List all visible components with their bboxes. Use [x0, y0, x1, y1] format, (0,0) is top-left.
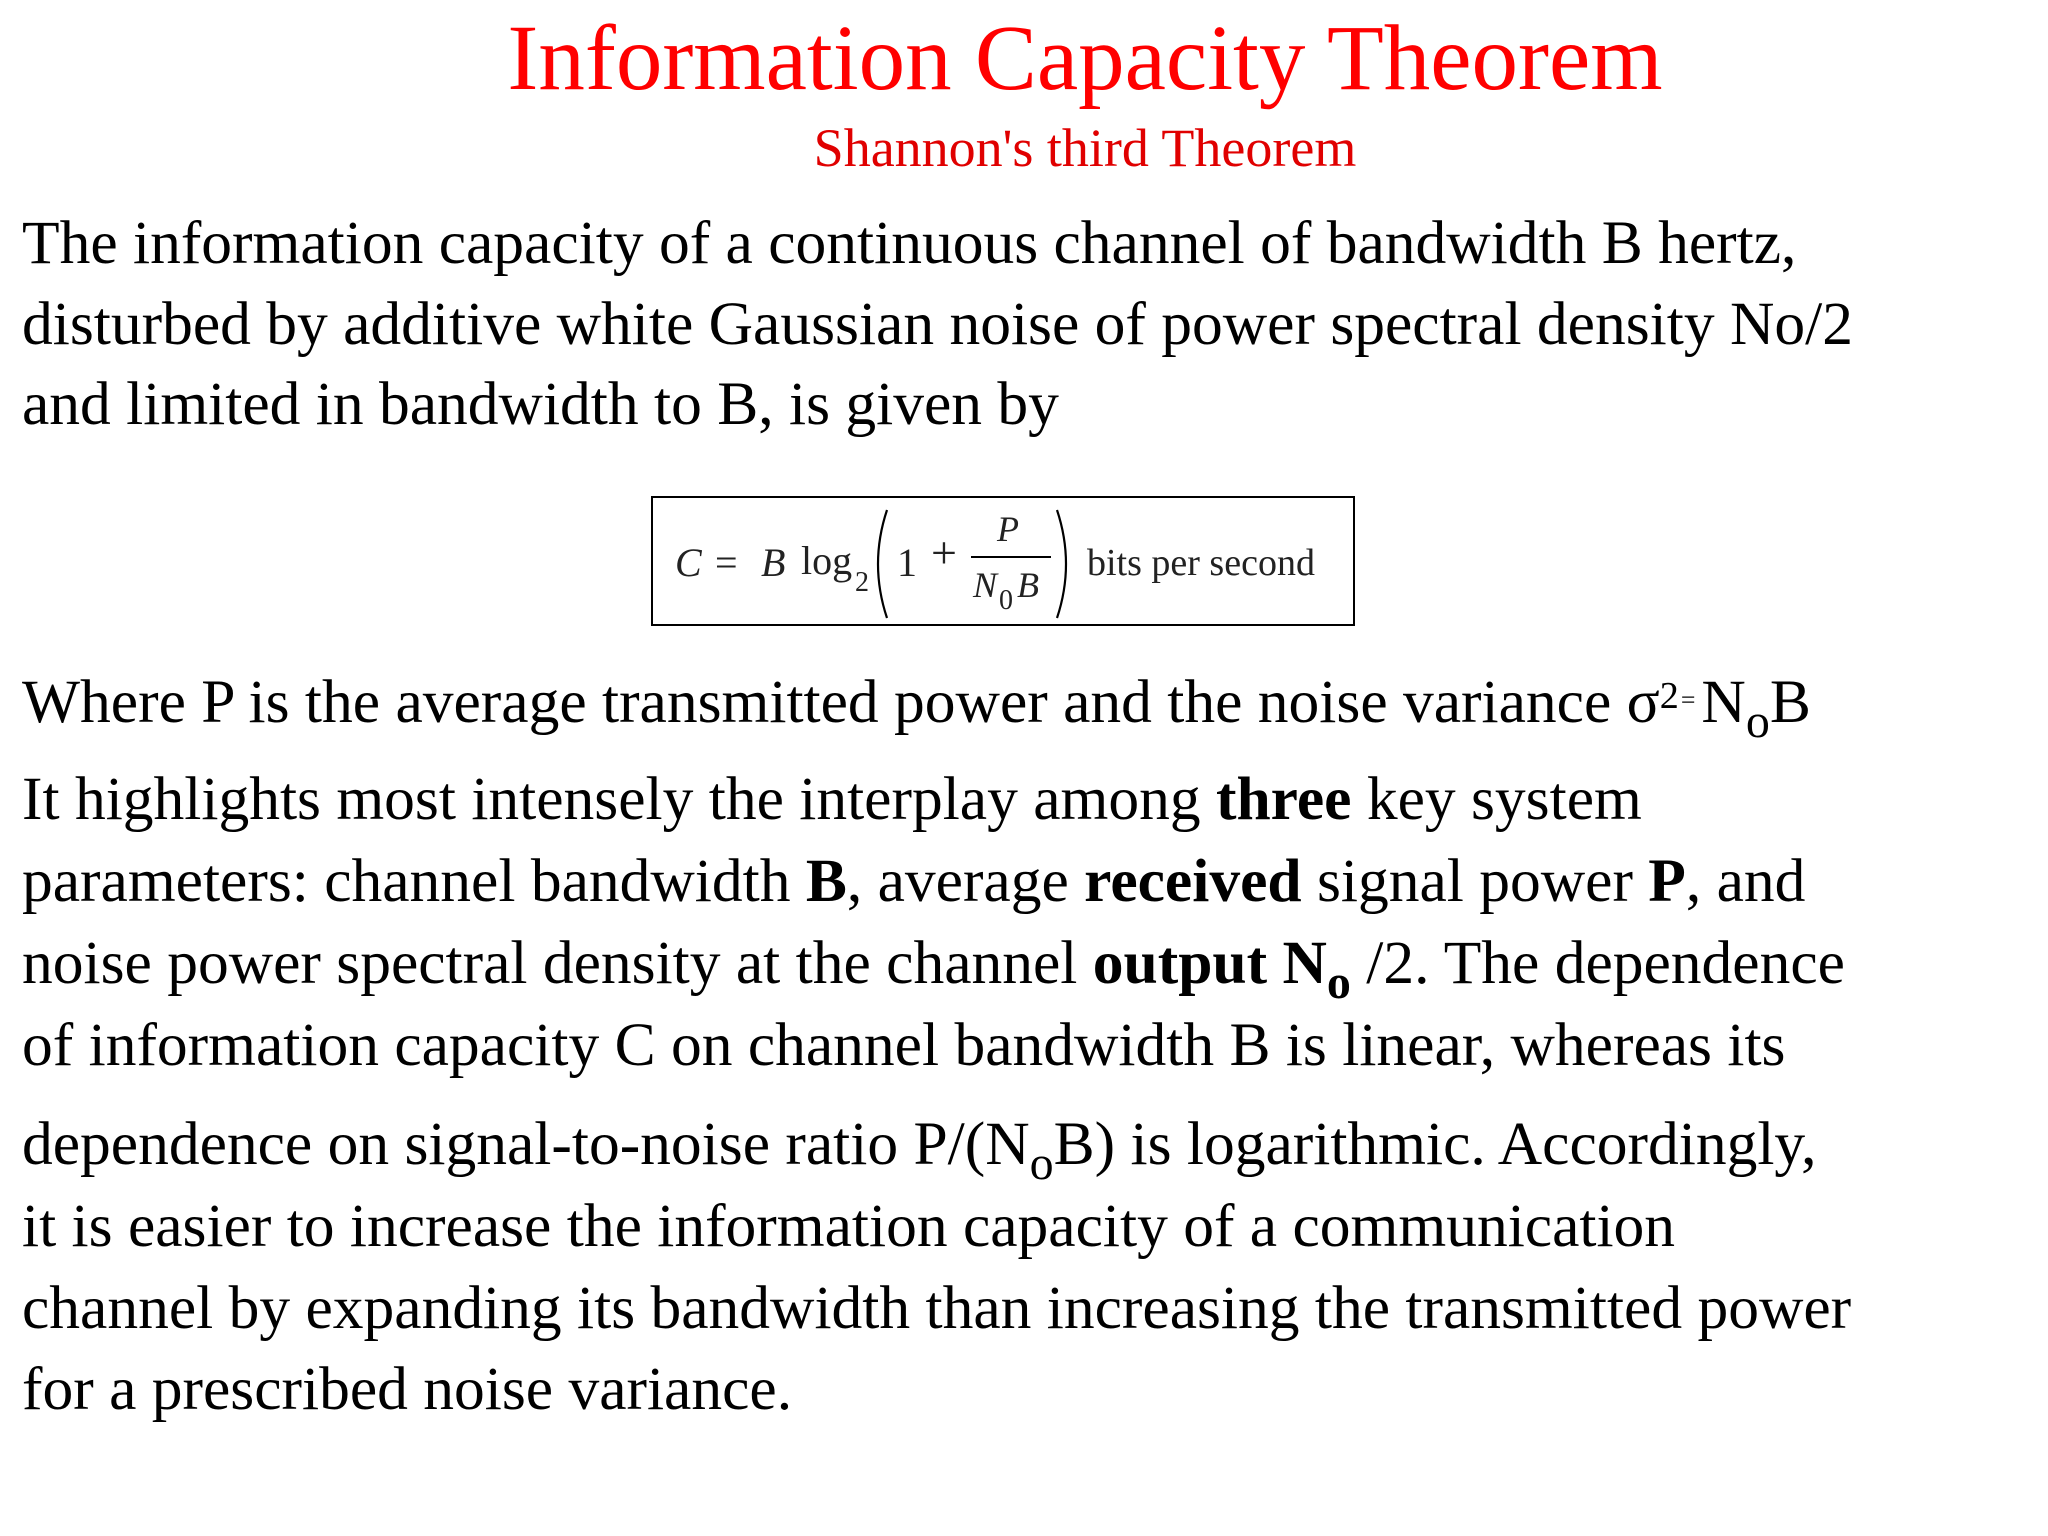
intro-line-2: disturbed by additive white Gaussian noise of power spectral density No/2 [22, 290, 1853, 358]
body-line-2: parameters: channel bandwidth B, average received signal power P, and [22, 847, 1806, 915]
body-line-1: It highlights most intensely the interplay among three key system [22, 765, 1642, 833]
formula-bandwidth: B [761, 540, 786, 585]
formula-denominator-b: B [1017, 565, 1039, 605]
formula-units: bits per second [1087, 542, 1315, 584]
capacity-formula [651, 496, 1355, 626]
formula-plus: + [931, 527, 957, 578]
body-line-7: channel by expanding its bandwidth than increasing the transmitted power [22, 1274, 1852, 1342]
body-line-4: of information capacity C on channel bandwidth B is linear, whereas its [22, 1011, 1786, 1079]
body-line-3: noise power spectral density at the channel output $N_o$ /2. The dependence [22, 929, 1845, 1010]
intro-line-1: The information capacity of a continuous channel of bandwidth B hertz, [22, 209, 1797, 277]
formula-equals: = [715, 540, 738, 585]
formula-denominator-n: N [973, 565, 998, 605]
intro-line-3: and limited in bandwidth to B, is given by [22, 370, 1059, 438]
formula-log: log [801, 538, 853, 583]
where-line: Where P is the average transmitted power and the noise variance $\sigma^{2=}N_oB$ [22, 668, 1811, 749]
formula-denominator-sub: 0 [999, 585, 1013, 616]
left-paren-icon [867, 506, 891, 622]
body-line-5: dependence on signal-to-noise ratio $P/(N_oB)$ is logarithmic. Accordingly, [22, 1110, 1817, 1191]
right-paren-icon [1053, 506, 1077, 622]
formula-one: 1 [897, 540, 917, 585]
fraction-bar [971, 556, 1051, 558]
body-line-6: it is easier to increase the information capacity of a communication [22, 1192, 1676, 1260]
slide-subtitle: Shannon's third Theorem [813, 118, 1357, 178]
formula-c: C [675, 540, 702, 585]
body-line-8: for a prescribed noise variance. [22, 1355, 793, 1423]
slide-title: Information Capacity Theorem [507, 7, 1663, 110]
formula-log-base: 2 [855, 567, 869, 598]
formula-numerator: P [997, 509, 1019, 549]
